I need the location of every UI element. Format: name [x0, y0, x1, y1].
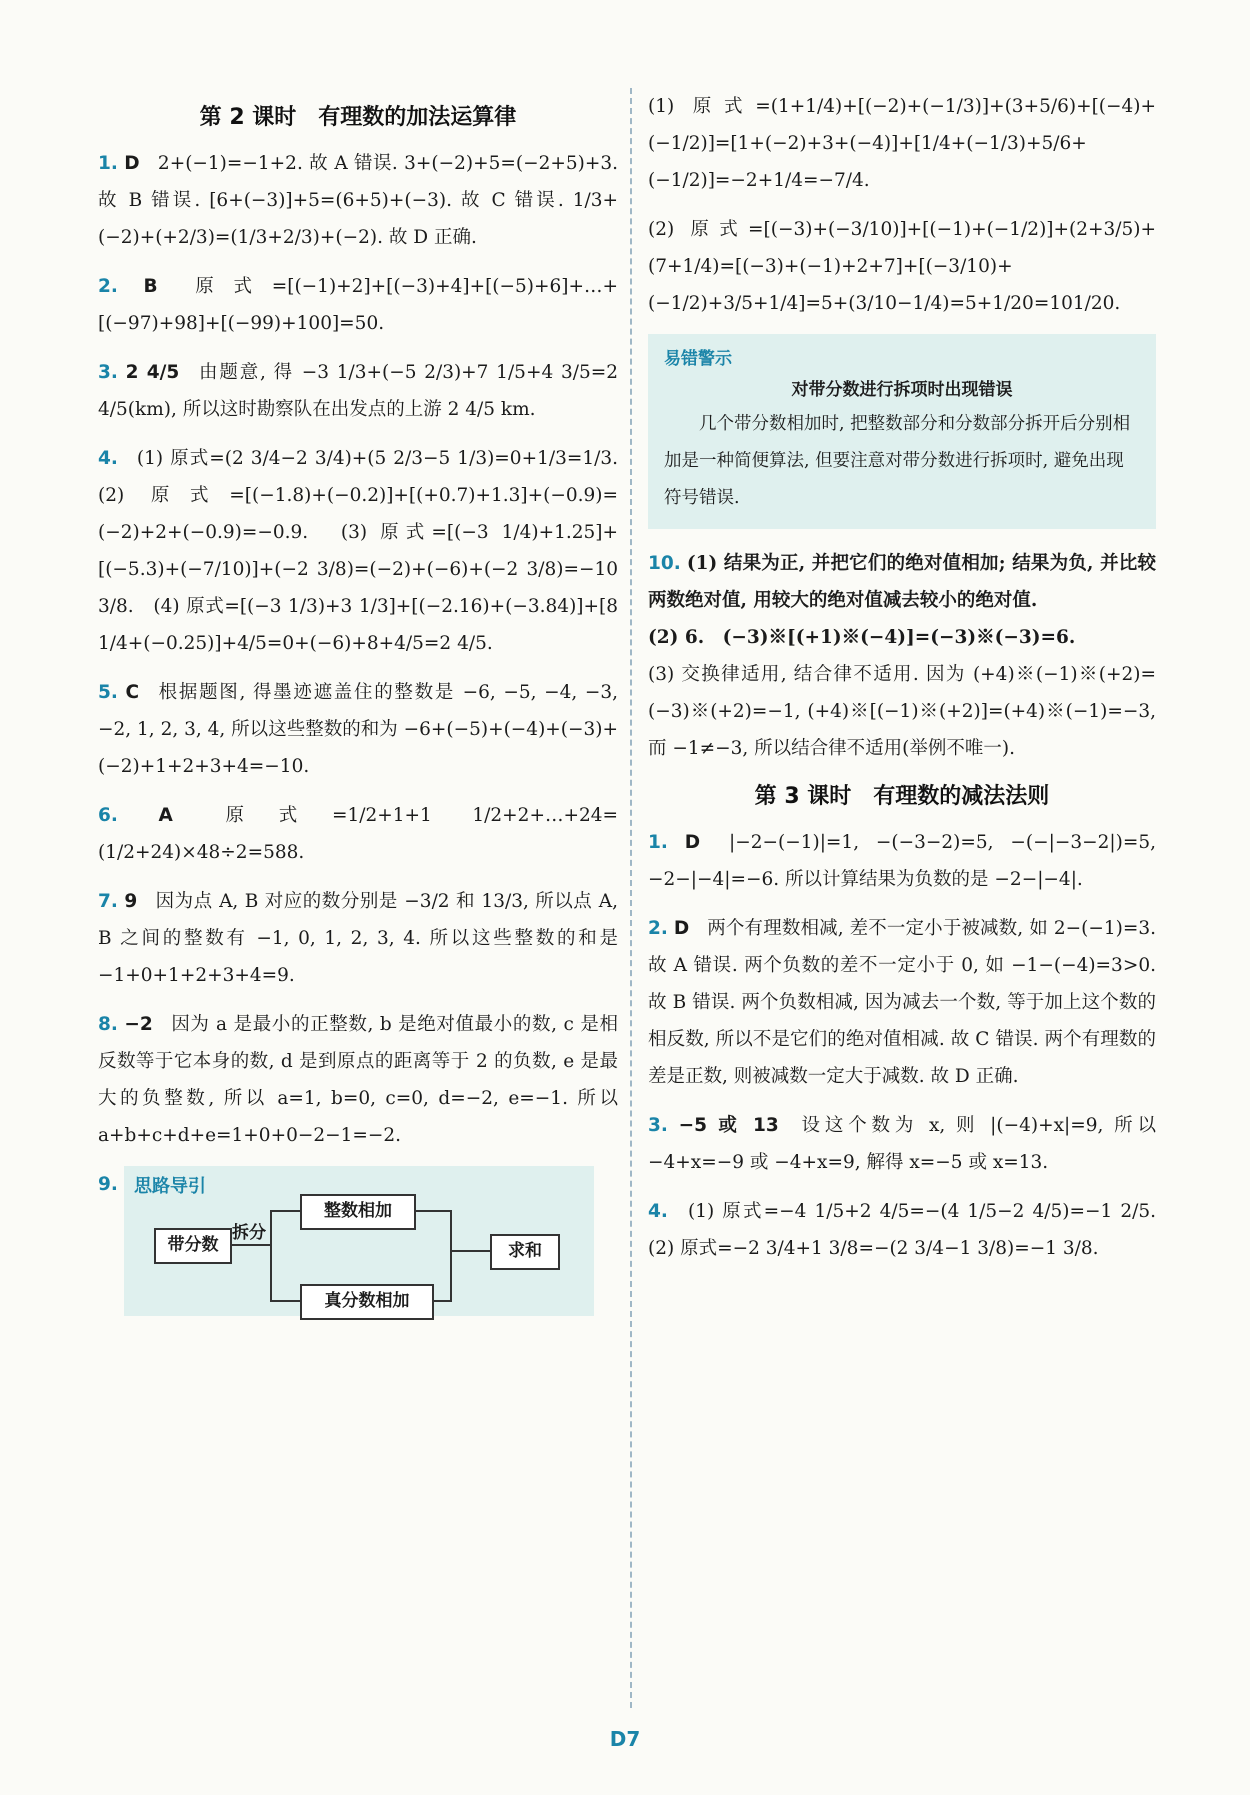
item-explanation: 原式=1/2+1+1 1/2+2+…+24=(1/2+24)×48÷2=588. — [98, 805, 618, 863]
l3-answer-item-1 — [648, 824, 1156, 898]
connector-line — [414, 1210, 450, 1212]
item-explanation: 2+(−1)=−1+2. 故 A 错误. 3+(−2)+5=(−2+5)+3. 故 B 错误. [6+(−3)]+5=(6+5)+(−3). 故 C 错误. 1/3+(−2)+(+2/3)=(1/3+2/3)+(−2). 故 D 正确. — [98, 153, 619, 248]
column-divider — [630, 88, 632, 1708]
answer-item-6 — [98, 797, 618, 871]
item-explanation: 因为 a 是最小的正整数, b 是绝对值最小的数, c 是相反数等于它本身的数, d 是到原点的距离等于 2 的负数, e 是最大的负整数, 所以 a=1, b=0, c=0, d=−2, e=−1. 所以 a+b+c+d+e=1+0+0−2−1=−2. — [98, 1014, 619, 1146]
item-answer: D — [124, 153, 140, 174]
item-answer: −2 — [124, 1014, 153, 1035]
item10-part2: (2) 6. (−3)※[(+1)※(−4)]=(−3)※(−3)=6. — [648, 627, 1076, 648]
item-number: 1. — [98, 153, 118, 174]
answer-item-1 — [98, 145, 618, 256]
node-sum: 求和 — [490, 1234, 560, 1270]
item-answer: −5 或 13 — [678, 1115, 779, 1136]
item-explanation: 两个有理数相减, 差不一定小于被减数, 如 2−(−1)=3. 故 A 错误. 两个负数的差不一定小于 0, 如 −1−(−4)=3>0. 故 B 错误. 两个负数相减, 因为减去一个数, 等于加上这个数的相反数, 所以不是它们的绝对值相减. 故 C 错误. 两个有理数的差是正数, 则被减数一定大于减数. 故 D 正确. — [648, 918, 1156, 1087]
item-explanation: (1) 原式=(2 3/4−2 3/4)+(5 2/3−5 1/3)=0+1/3=1/3. (2) 原式=[(−1.8)+(−0.2)]+[(+0.7)+1.3]+(−0.9)=(−2)+2+(−0.9)=−0.9. (3) 原式=[(−3 1/4)+1.25]+[(−5.3)+(−7/10)]+(−2 3/8)=(−2)+(−6)+(−2 3/8)=−10 3/8. (4) 原式=[(−3 1/3)+3 1/3]+[(−2.16)+(−3.84)]+[8 1/4+(−0.25)]+4/5=0+(−6)+8+4/5=2 4/5. — [98, 448, 637, 654]
l3-answer-item-2 — [648, 910, 1156, 1095]
answer-item-9 — [98, 1166, 618, 1316]
item9-part1: (1) 原式=(1+1/4)+[(−2)+(−1/3)]+(3+5/6)+[(−4)+(−1/2)]=[1+(−2)+3+(−4)]+[1/4+(−1/3)+5/6+(−1/2)]=−2+1/4=−7/4. — [648, 96, 1156, 191]
connector-merge — [450, 1210, 452, 1302]
item-explanation: |−2−(−1)|=1, −(−3−2)=5, −(−|−3−2|)=5, −2−|−4|=−6. 所以计算结果为负数的是 −2−|−4|. — [648, 832, 1156, 890]
error-warning-box — [648, 334, 1156, 529]
item-number: 4. — [648, 1201, 668, 1222]
l3-answer-item-4 — [648, 1193, 1175, 1267]
item-number: 8. — [98, 1014, 118, 1035]
answer-item-3 — [98, 354, 618, 428]
node-fraction-add: 真分数相加 — [300, 1284, 434, 1320]
item-answer: A — [158, 805, 173, 826]
connector-branch — [270, 1210, 272, 1302]
connector-line — [230, 1244, 270, 1246]
guide-label: 思路导引 — [134, 1176, 206, 1197]
connector-line — [270, 1210, 300, 1212]
item-explanation: (1) 原式=−4 1/5+2 4/5=−(4 1/5−2 4/5)=−1 2/5. (2) 原式=−2 3/4+1 3/8=−(2 3/4−1 3/8)=−1 3/8. — [648, 1201, 1175, 1259]
item-number: 3. — [98, 362, 118, 383]
answer-item-10 — [648, 545, 1156, 767]
answer-item-4 — [98, 440, 637, 662]
right-column — [648, 88, 1175, 1279]
answer-item-2 — [98, 268, 618, 342]
item9-part2: (2) 原式=[(−3)+(−3/10)]+[(−1)+(−1/2)]+(2+3/5)+(7+1/4)=[(−3)+(−1)+2+7]+[(−3/10)+(−1/2)+3/5+1/4]=5+(3/10−1/4)=5+1/20=101/20. — [648, 219, 1156, 314]
connector-line — [432, 1300, 450, 1302]
node-mixed-number: 带分数 — [154, 1228, 232, 1264]
item-number: 5. — [98, 682, 118, 703]
item-number: 2. — [98, 276, 118, 297]
answer-item-8 — [98, 1006, 618, 1154]
connector-line — [270, 1300, 300, 1302]
item-number: 9. — [98, 1174, 118, 1195]
item10-part3: (3) 交换律适用, 结合律不适用. 因为 (+4)※(−1)※(+2)=(−3)※(+2)=−1, (+4)※[(−1)※(+2)]=(+4)※(−1)=−3, 而 −1≠−3, 所以结合律不适用(举例不唯一). — [648, 664, 1156, 759]
item-explanation: 设这个数为 x, 则 |(−4)+x|=9, 所以 −4+x=−9 或 −4+x=9, 解得 x=−5 或 x=13. — [648, 1115, 1157, 1173]
item-number: 1. — [648, 832, 668, 853]
lesson3-title: 第 3 课时 有理数的减法法则 — [754, 784, 1050, 809]
item-number: 2. — [648, 918, 668, 939]
warning-title: 对带分数进行拆项时出现错误 — [791, 380, 1013, 400]
item-number: 3. — [648, 1115, 668, 1136]
item-explanation: 由题意, 得 −3 1/3+(−5 2/3)+7 1/5+4 3/5=2 4/5(km), 所以这时勘察队在出发点的上游 2 4/5 km. — [98, 362, 618, 420]
answer-item-7 — [98, 883, 618, 994]
item-answer: B — [143, 276, 158, 297]
node-integer-add: 整数相加 — [300, 1194, 416, 1230]
item-answer: D — [684, 832, 701, 853]
connector-line — [450, 1250, 490, 1252]
item10-part1: (1) 结果为正, 并把它们的绝对值相加; 结果为负, 并比较两数绝对值, 用较大的绝对值减去较小的绝对值. — [648, 553, 1156, 611]
thinking-guide-box — [124, 1166, 594, 1316]
page-number: D7 — [609, 1727, 641, 1751]
answer-item-5 — [98, 674, 618, 785]
item-number: 6. — [98, 805, 118, 826]
warning-label: 易错警示 — [664, 349, 732, 369]
item-explanation: 因为点 A, B 对应的数分别是 −3/2 和 13/3, 所以点 A, B 之间的整数有 −1, 0, 1, 2, 3, 4. 所以这些整数的和是 −1+0+1+2+3+4=9. — [98, 891, 618, 986]
item-answer: 9 — [124, 891, 138, 912]
lesson2-title: 第 2 课时 有理数的加法运算律 — [199, 105, 517, 130]
item-number: 4. — [98, 448, 118, 469]
item-number: 7. — [98, 891, 118, 912]
item-explanation: 原式=[(−1)+2]+[(−3)+4]+[(−5)+6]+…+[(−97)+98]+[(−99)+100]=50. — [98, 276, 618, 334]
item-answer: C — [125, 682, 140, 703]
item-answer: 2 4/5 — [125, 362, 180, 383]
item-explanation: 根据题图, 得墨迹遮盖住的整数是 −6, −5, −4, −3, −2, 1, 2, 3, 4, 所以这些整数的和为 −6+(−5)+(−4)+(−3)+(−2)+1+2+3+4=−10. — [98, 682, 618, 777]
item-answer: D — [673, 918, 690, 939]
edge-label-split: 拆分 — [232, 1223, 266, 1243]
warning-text: 几个带分数相加时, 把整数部分和分数部分拆开后分别相加是一种简便算法, 但要注意对带分数进行拆项时, 避免出现符号错误. — [664, 414, 1131, 508]
left-column — [98, 88, 637, 1316]
item-number: 10. — [648, 553, 681, 574]
l3-answer-item-3 — [648, 1107, 1156, 1181]
